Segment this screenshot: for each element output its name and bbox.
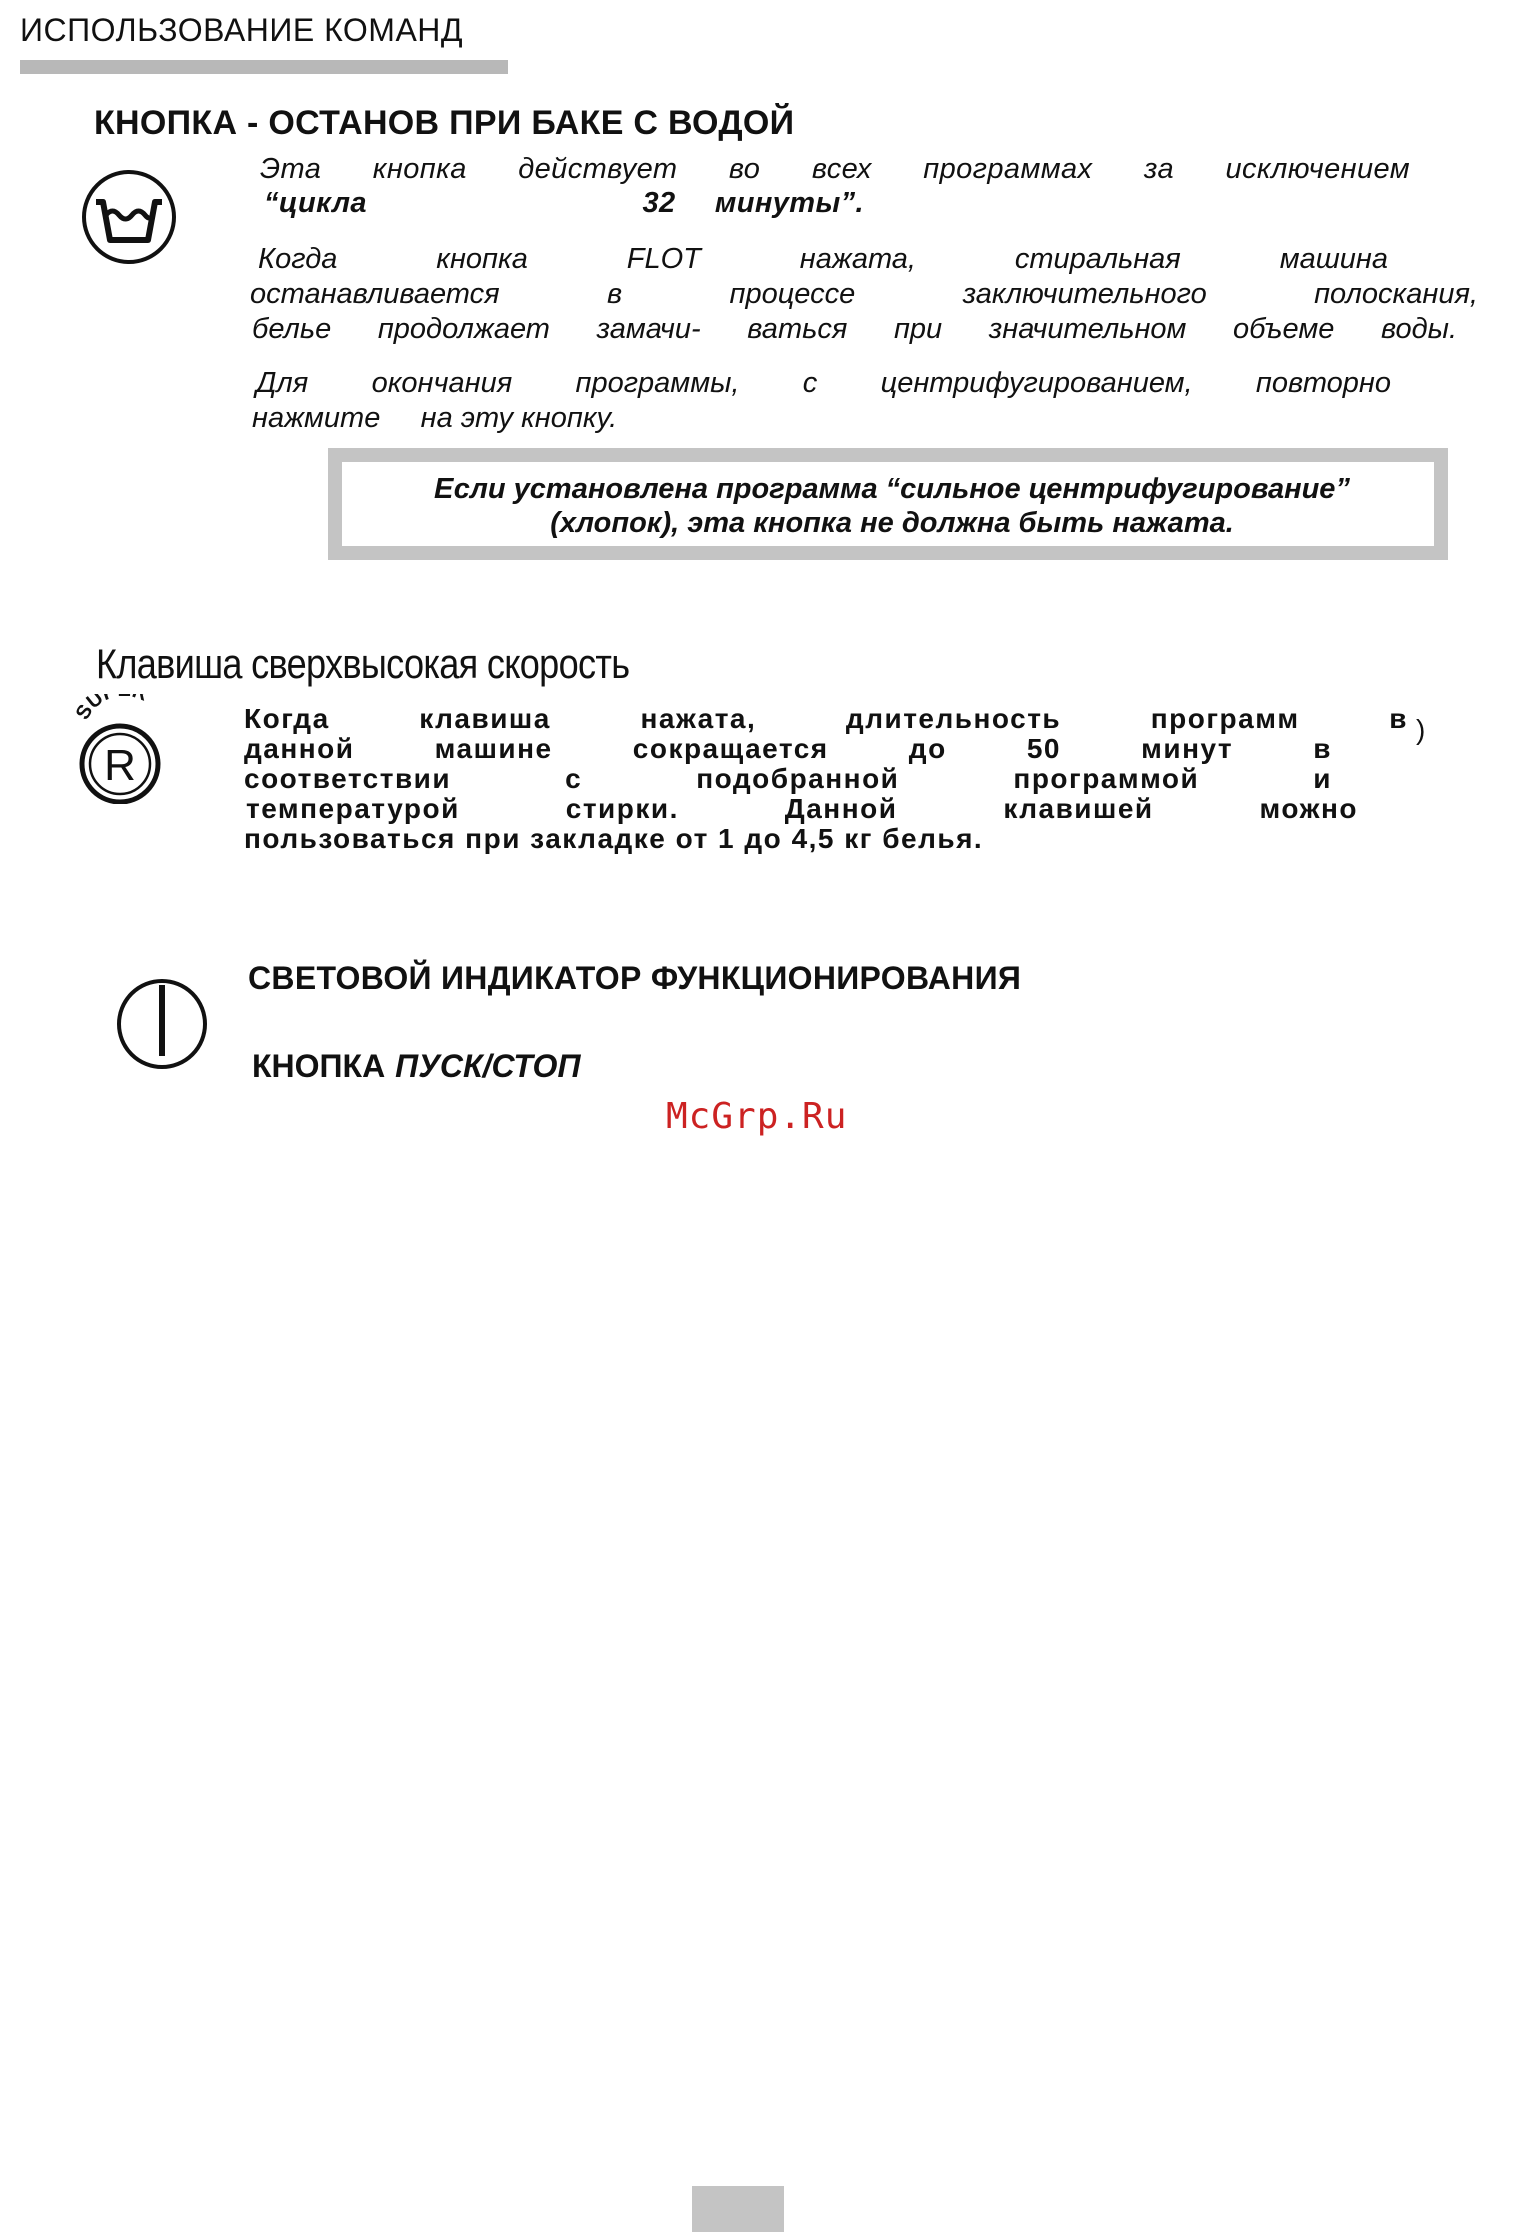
super-para-line: температурой стирки. Данной клавишей можно [246, 793, 1358, 824]
super-para-line: пользоваться при закладке от 1 до 4,5 кг белья. [244, 823, 984, 854]
flot-para-line: останавливается в процессе заключительного полоскания, [250, 278, 1478, 310]
svg-text:SUPER [72, 694, 151, 724]
stray-mark: ) [1416, 714, 1426, 745]
start-stop-name: ПУСК/СТОП [395, 1048, 581, 1084]
super-r-icon [72, 694, 172, 804]
start-stop-label [252, 1048, 580, 1085]
warning-note-line: (хлопок), эта кнопка не должна быть нажата. [550, 507, 1234, 539]
flot-para-line: Для окончания программы, с центрифугированием, повторно [256, 367, 1391, 399]
super-para-line: Когда клавиша нажата, длительность программ в [244, 703, 1408, 734]
flot-para-line: Когда кнопка FLOT нажата, стиральная машина [258, 243, 1388, 275]
flot-para-line: нажмите на эту кнопку. [252, 402, 618, 434]
indicator-heading: СВЕТОВОЙ ИНДИКАТОР ФУНКЦИОНИРОВАНИЯ [248, 960, 1022, 996]
page-number-tab [692, 2186, 784, 2232]
tub-with-water-icon [80, 168, 178, 266]
header-rule [20, 60, 508, 74]
super-para-line: данной машине сокращается до 50 минут в [244, 733, 1332, 764]
power-icon [114, 976, 210, 1072]
warning-note-line: Если установлена программа “сильное центрифугирование” [434, 473, 1350, 505]
warning-note-box [328, 448, 1448, 560]
page-header: ИСПОЛЬЗОВАНИЕ КОМАНД [20, 12, 464, 48]
super-heading: Клавиша сверхвысокая скорость [96, 640, 630, 687]
flot-para-line: белье продолжает замачи- ваться при значительном объеме воды. [252, 313, 1457, 345]
super-icon-letter: R [104, 741, 136, 790]
super-icon-label: SU [72, 694, 108, 724]
super-para-line: соответствии с подобранной программой и [244, 763, 1332, 794]
flot-heading: КНОПКА - ОСТАНОВ ПРИ БАКЕ С ВОДОЙ [94, 104, 795, 142]
start-stop-prefix: КНОПКА [252, 1048, 386, 1084]
flot-intro-line: Эта кнопка действует во всех программах за исключением [260, 153, 1410, 185]
flot-intro-line: “цикла 32 минуты”. [264, 187, 864, 219]
watermark: McGrp.Ru [666, 1096, 848, 1137]
